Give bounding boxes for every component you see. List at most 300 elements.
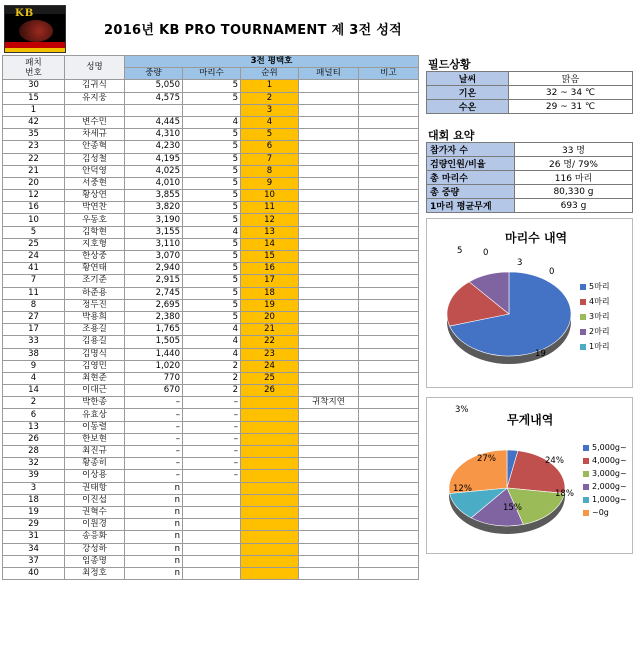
cell-weight: – — [125, 446, 183, 458]
cell-count: – — [183, 397, 241, 409]
header-penalty: 패널티 — [299, 68, 359, 80]
cell-name: 이원경 — [65, 519, 125, 531]
legend-label: 2마리 — [589, 327, 610, 336]
cell-name: 변수민 — [65, 116, 125, 128]
cell-no: 39 — [3, 470, 65, 482]
cell-count: 5 — [183, 190, 241, 202]
cell-weight: 4,310 — [125, 129, 183, 141]
cell-rank: 10 — [241, 190, 299, 202]
info-row — [427, 100, 633, 114]
field-table — [426, 71, 633, 114]
cell-count: 5 — [183, 153, 241, 165]
cell-no: 38 — [3, 348, 65, 360]
cell-weight: 2,745 — [125, 287, 183, 299]
cell-name: 강성하 — [65, 543, 125, 555]
cell-penalty — [299, 543, 359, 555]
table-row — [3, 116, 419, 128]
cell-count: 5 — [183, 238, 241, 250]
cell-weight: 4,025 — [125, 165, 183, 177]
legend-item — [580, 296, 610, 307]
info-label: 1마리 평균무게 — [427, 199, 515, 213]
cell-count — [183, 506, 241, 518]
cell-count: 4 — [183, 324, 241, 336]
cell-name: 조용길 — [65, 324, 125, 336]
header-weight: 중량 — [125, 68, 183, 80]
legend-item — [583, 456, 627, 465]
cell-name: 최진규 — [65, 446, 125, 458]
table-row — [3, 226, 419, 238]
table-row — [3, 80, 419, 92]
info-value: 693 g — [515, 199, 633, 213]
cell-penalty — [299, 177, 359, 189]
table-row — [3, 348, 419, 360]
cell-note — [359, 116, 419, 128]
table-row — [3, 494, 419, 506]
cell-note — [359, 519, 419, 531]
cell-name: 임종명 — [65, 555, 125, 567]
cell-note — [359, 506, 419, 518]
weight-chart — [426, 397, 633, 554]
cell-count: – — [183, 433, 241, 445]
cell-penalty — [299, 458, 359, 470]
page-title: 2016년 KB PRO TOURNAMENT 제 3전 성적 — [104, 23, 403, 38]
header-group: 3전 평택호 — [125, 56, 419, 68]
cell-penalty — [299, 348, 359, 360]
cell-rank — [241, 567, 299, 579]
cell-rank: 24 — [241, 360, 299, 372]
table-row — [3, 251, 419, 263]
cell-note — [359, 543, 419, 555]
cell-note — [359, 165, 419, 177]
table-row — [3, 141, 419, 153]
cell-count: 5 — [183, 165, 241, 177]
table-row — [3, 238, 419, 250]
cell-penalty — [299, 263, 359, 275]
table-row — [3, 202, 419, 214]
legend-label: 1마리 — [589, 342, 610, 351]
cell-weight: n — [125, 494, 183, 506]
table-row — [3, 519, 419, 531]
legend-swatch — [583, 510, 589, 516]
cell-count — [183, 567, 241, 579]
cell-no: 7 — [3, 275, 65, 287]
info-label: 날씨 — [427, 72, 509, 86]
cell-rank — [241, 409, 299, 421]
cell-count — [183, 104, 241, 116]
cell-penalty — [299, 141, 359, 153]
cell-weight: – — [125, 433, 183, 445]
pie-data-label: 0 — [483, 248, 489, 258]
legend-swatch — [580, 329, 586, 335]
cell-penalty — [299, 104, 359, 116]
cell-weight: 4,010 — [125, 177, 183, 189]
cell-note — [359, 80, 419, 92]
cell-penalty — [299, 251, 359, 263]
cell-no: 3 — [3, 482, 65, 494]
cell-count — [183, 482, 241, 494]
cell-no: 30 — [3, 80, 65, 92]
cell-rank: 26 — [241, 385, 299, 397]
cell-penalty — [299, 324, 359, 336]
weight-legend — [583, 443, 627, 521]
cell-count: – — [183, 409, 241, 421]
cell-no: 19 — [3, 506, 65, 518]
cell-note — [359, 202, 419, 214]
legend-swatch — [583, 484, 589, 490]
cell-weight: 4,575 — [125, 92, 183, 104]
pie-data-label: 24% — [545, 456, 564, 466]
legend-swatch — [583, 458, 589, 464]
cell-note — [359, 482, 419, 494]
cell-count — [183, 555, 241, 567]
cell-name: 김학현 — [65, 226, 125, 238]
cell-note — [359, 190, 419, 202]
cell-no: 25 — [3, 238, 65, 250]
cell-rank: 1 — [241, 80, 299, 92]
cell-weight: 5,050 — [125, 80, 183, 92]
cell-no: 22 — [3, 153, 65, 165]
kb-logo — [4, 5, 66, 53]
cell-penalty — [299, 494, 359, 506]
cell-penalty — [299, 80, 359, 92]
cell-weight: n — [125, 519, 183, 531]
table-row — [3, 104, 419, 116]
legend-swatch — [580, 314, 586, 320]
cell-weight: 4,230 — [125, 141, 183, 153]
info-label: 참가자 수 — [427, 143, 515, 157]
header-rank: 순위 — [241, 68, 299, 80]
pie-data-label: 3% — [455, 405, 469, 415]
cell-no: 4 — [3, 372, 65, 384]
cell-no: 14 — [3, 385, 65, 397]
cell-name: 한상중 — [65, 251, 125, 263]
info-value: 33 명 — [515, 143, 633, 157]
cell-count — [183, 519, 241, 531]
header-name: 성명 — [65, 56, 125, 80]
cell-note — [359, 470, 419, 482]
cell-no: 32 — [3, 458, 65, 470]
legend-swatch — [580, 344, 586, 350]
cell-note — [359, 385, 419, 397]
cell-penalty — [299, 202, 359, 214]
cell-note — [359, 263, 419, 275]
cell-no: 31 — [3, 531, 65, 543]
cell-no: 5 — [3, 226, 65, 238]
cell-weight: – — [125, 470, 183, 482]
table-row — [3, 506, 419, 518]
cell-rank — [241, 494, 299, 506]
cell-penalty — [299, 446, 359, 458]
cell-penalty — [299, 421, 359, 433]
cell-weight — [125, 104, 183, 116]
pie-data-label: 3 — [517, 258, 523, 268]
cell-note — [359, 421, 419, 433]
info-row — [427, 157, 633, 171]
info-row — [427, 143, 633, 157]
table-row — [3, 360, 419, 372]
legend-label: 4마리 — [589, 297, 610, 306]
cell-rank — [241, 470, 299, 482]
table-row — [3, 543, 419, 555]
cell-no: 9 — [3, 360, 65, 372]
cell-rank: 15 — [241, 251, 299, 263]
cell-rank — [241, 446, 299, 458]
cell-no: 34 — [3, 543, 65, 555]
legend-item — [583, 443, 627, 452]
cell-name: 박연찬 — [65, 202, 125, 214]
cell-name: 하준용 — [65, 287, 125, 299]
cell-name: 김성철 — [65, 153, 125, 165]
legend-swatch — [580, 284, 586, 290]
cell-no: 8 — [3, 299, 65, 311]
info-row — [427, 72, 633, 86]
table-row — [3, 482, 419, 494]
legend-swatch — [583, 497, 589, 503]
cell-name: 황연태 — [65, 263, 125, 275]
count-chart-title: 마리수 내역 — [505, 231, 568, 245]
cell-no: 33 — [3, 336, 65, 348]
cell-no: 20 — [3, 177, 65, 189]
cell-count: 5 — [183, 263, 241, 275]
table-row — [3, 421, 419, 433]
cell-rank: 11 — [241, 202, 299, 214]
cell-note — [359, 153, 419, 165]
cell-rank: 25 — [241, 372, 299, 384]
cell-note — [359, 299, 419, 311]
legend-item — [580, 311, 610, 322]
cell-weight: n — [125, 506, 183, 518]
cell-no: 40 — [3, 567, 65, 579]
cell-weight: 2,915 — [125, 275, 183, 287]
cell-note — [359, 446, 419, 458]
cell-name: 이진섭 — [65, 494, 125, 506]
cell-count: 5 — [183, 202, 241, 214]
cell-rank: 22 — [241, 336, 299, 348]
cell-count: 5 — [183, 214, 241, 226]
cell-name: 한보현 — [65, 433, 125, 445]
cell-rank — [241, 482, 299, 494]
table-row — [3, 275, 419, 287]
cell-name: 최정호 — [65, 567, 125, 579]
cell-count: 5 — [183, 275, 241, 287]
cell-penalty — [299, 409, 359, 421]
cell-count — [183, 543, 241, 555]
cell-penalty — [299, 153, 359, 165]
cell-penalty — [299, 385, 359, 397]
cell-count — [183, 531, 241, 543]
cell-note — [359, 92, 419, 104]
cell-weight: 1,440 — [125, 348, 183, 360]
table-row — [3, 190, 419, 202]
pie-data-label: 18% — [555, 489, 574, 499]
cell-count: 5 — [183, 80, 241, 92]
table-row — [3, 311, 419, 323]
cell-no: 15 — [3, 92, 65, 104]
cell-penalty — [299, 238, 359, 250]
table-row — [3, 336, 419, 348]
cell-penalty — [299, 299, 359, 311]
count-pie — [427, 219, 597, 389]
cell-rank — [241, 421, 299, 433]
cell-rank — [241, 433, 299, 445]
table-row — [3, 92, 419, 104]
cell-rank — [241, 543, 299, 555]
legend-item — [583, 469, 627, 478]
cell-weight: 3,190 — [125, 214, 183, 226]
table-row — [3, 458, 419, 470]
table-row — [3, 397, 419, 409]
cell-note — [359, 324, 419, 336]
legend-label: 5,000g~ — [592, 443, 627, 452]
cell-name: 박용희 — [65, 311, 125, 323]
cell-note — [359, 531, 419, 543]
cell-name: 김용길 — [65, 336, 125, 348]
cell-name: 황상연 — [65, 190, 125, 202]
cell-penalty — [299, 190, 359, 202]
cell-name: 차세규 — [65, 129, 125, 141]
legend-swatch — [583, 445, 589, 451]
cell-note — [359, 555, 419, 567]
info-value: 맑음 — [509, 72, 633, 86]
cell-count: 2 — [183, 385, 241, 397]
cell-count: 4 — [183, 348, 241, 360]
table-row — [3, 555, 419, 567]
cell-penalty — [299, 555, 359, 567]
legend-item — [583, 495, 627, 504]
cell-count — [183, 494, 241, 506]
cell-note — [359, 348, 419, 360]
cell-weight: 770 — [125, 372, 183, 384]
cell-name: 박한종 — [65, 397, 125, 409]
cell-penalty — [299, 311, 359, 323]
legend-swatch — [583, 471, 589, 477]
cell-count: – — [183, 446, 241, 458]
cell-no: 41 — [3, 263, 65, 275]
cell-penalty — [299, 531, 359, 543]
cell-count: 5 — [183, 251, 241, 263]
cell-note — [359, 458, 419, 470]
cell-penalty — [299, 470, 359, 482]
cell-no: 17 — [3, 324, 65, 336]
cell-weight: 1,020 — [125, 360, 183, 372]
cell-rank: 7 — [241, 153, 299, 165]
cell-penalty — [299, 92, 359, 104]
cell-note — [359, 141, 419, 153]
cell-name: 권태항 — [65, 482, 125, 494]
cell-weight: n — [125, 531, 183, 543]
legend-item — [583, 482, 627, 491]
cell-count: 5 — [183, 287, 241, 299]
cell-note — [359, 494, 419, 506]
cell-weight: 1,505 — [125, 336, 183, 348]
cell-count: 2 — [183, 372, 241, 384]
cell-rank: 3 — [241, 104, 299, 116]
cell-penalty: 귀착지연 — [299, 397, 359, 409]
table-row — [3, 165, 419, 177]
cell-penalty — [299, 287, 359, 299]
cell-rank: 20 — [241, 311, 299, 323]
cell-note — [359, 336, 419, 348]
cell-count: 5 — [183, 92, 241, 104]
legend-label: 3,000g~ — [592, 469, 627, 478]
cell-rank: 21 — [241, 324, 299, 336]
cell-note — [359, 129, 419, 141]
cell-no: 23 — [3, 141, 65, 153]
table-row — [3, 214, 419, 226]
cell-name: 김영민 — [65, 360, 125, 372]
weight-pie — [427, 398, 597, 555]
header-note: 비고 — [359, 68, 419, 80]
cell-no: 18 — [3, 494, 65, 506]
table-row — [3, 287, 419, 299]
cell-name: 안덕영 — [65, 165, 125, 177]
cell-weight: 3,070 — [125, 251, 183, 263]
legend-swatch — [580, 299, 586, 305]
table-row — [3, 263, 419, 275]
legend-item — [580, 326, 610, 337]
cell-weight: 2,940 — [125, 263, 183, 275]
cell-name — [65, 104, 125, 116]
cell-no: 35 — [3, 129, 65, 141]
cell-note — [359, 287, 419, 299]
table-row — [3, 153, 419, 165]
cell-weight: – — [125, 421, 183, 433]
logo-text: KB — [15, 8, 35, 19]
cell-count: 5 — [183, 311, 241, 323]
cell-rank: 13 — [241, 226, 299, 238]
cell-count: 5 — [183, 177, 241, 189]
info-row — [427, 86, 633, 100]
cell-rank: 6 — [241, 141, 299, 153]
cell-name: 최현준 — [65, 372, 125, 384]
cell-no: 2 — [3, 397, 65, 409]
summary-table — [426, 142, 633, 213]
cell-rank — [241, 531, 299, 543]
cell-rank: 5 — [241, 129, 299, 141]
info-value: 116 마리 — [515, 171, 633, 185]
cell-no: 12 — [3, 190, 65, 202]
cell-weight: n — [125, 482, 183, 494]
cell-rank: 2 — [241, 92, 299, 104]
cell-weight: n — [125, 567, 183, 579]
cell-rank: 18 — [241, 287, 299, 299]
header-no: 패치 번호 — [3, 56, 65, 80]
cell-note — [359, 311, 419, 323]
cell-penalty — [299, 165, 359, 177]
cell-weight: 2,695 — [125, 299, 183, 311]
table-row — [3, 385, 419, 397]
cell-weight: – — [125, 458, 183, 470]
legend-item — [580, 341, 610, 352]
cell-rank: 9 — [241, 177, 299, 189]
cell-rank: 17 — [241, 275, 299, 287]
cell-weight: 3,155 — [125, 226, 183, 238]
cell-weight: – — [125, 409, 183, 421]
legend-label: 2,000g~ — [592, 482, 627, 491]
cell-weight: 3,855 — [125, 190, 183, 202]
info-label: 총 마리수 — [427, 171, 515, 185]
table-row — [3, 409, 419, 421]
cell-count: – — [183, 458, 241, 470]
table-row — [3, 177, 419, 189]
info-label: 검량인원/비율 — [427, 157, 515, 171]
cell-no: 29 — [3, 519, 65, 531]
cell-name: 이동렬 — [65, 421, 125, 433]
cell-weight: 4,195 — [125, 153, 183, 165]
cell-count: 5 — [183, 141, 241, 153]
table-row — [3, 446, 419, 458]
cell-penalty — [299, 482, 359, 494]
